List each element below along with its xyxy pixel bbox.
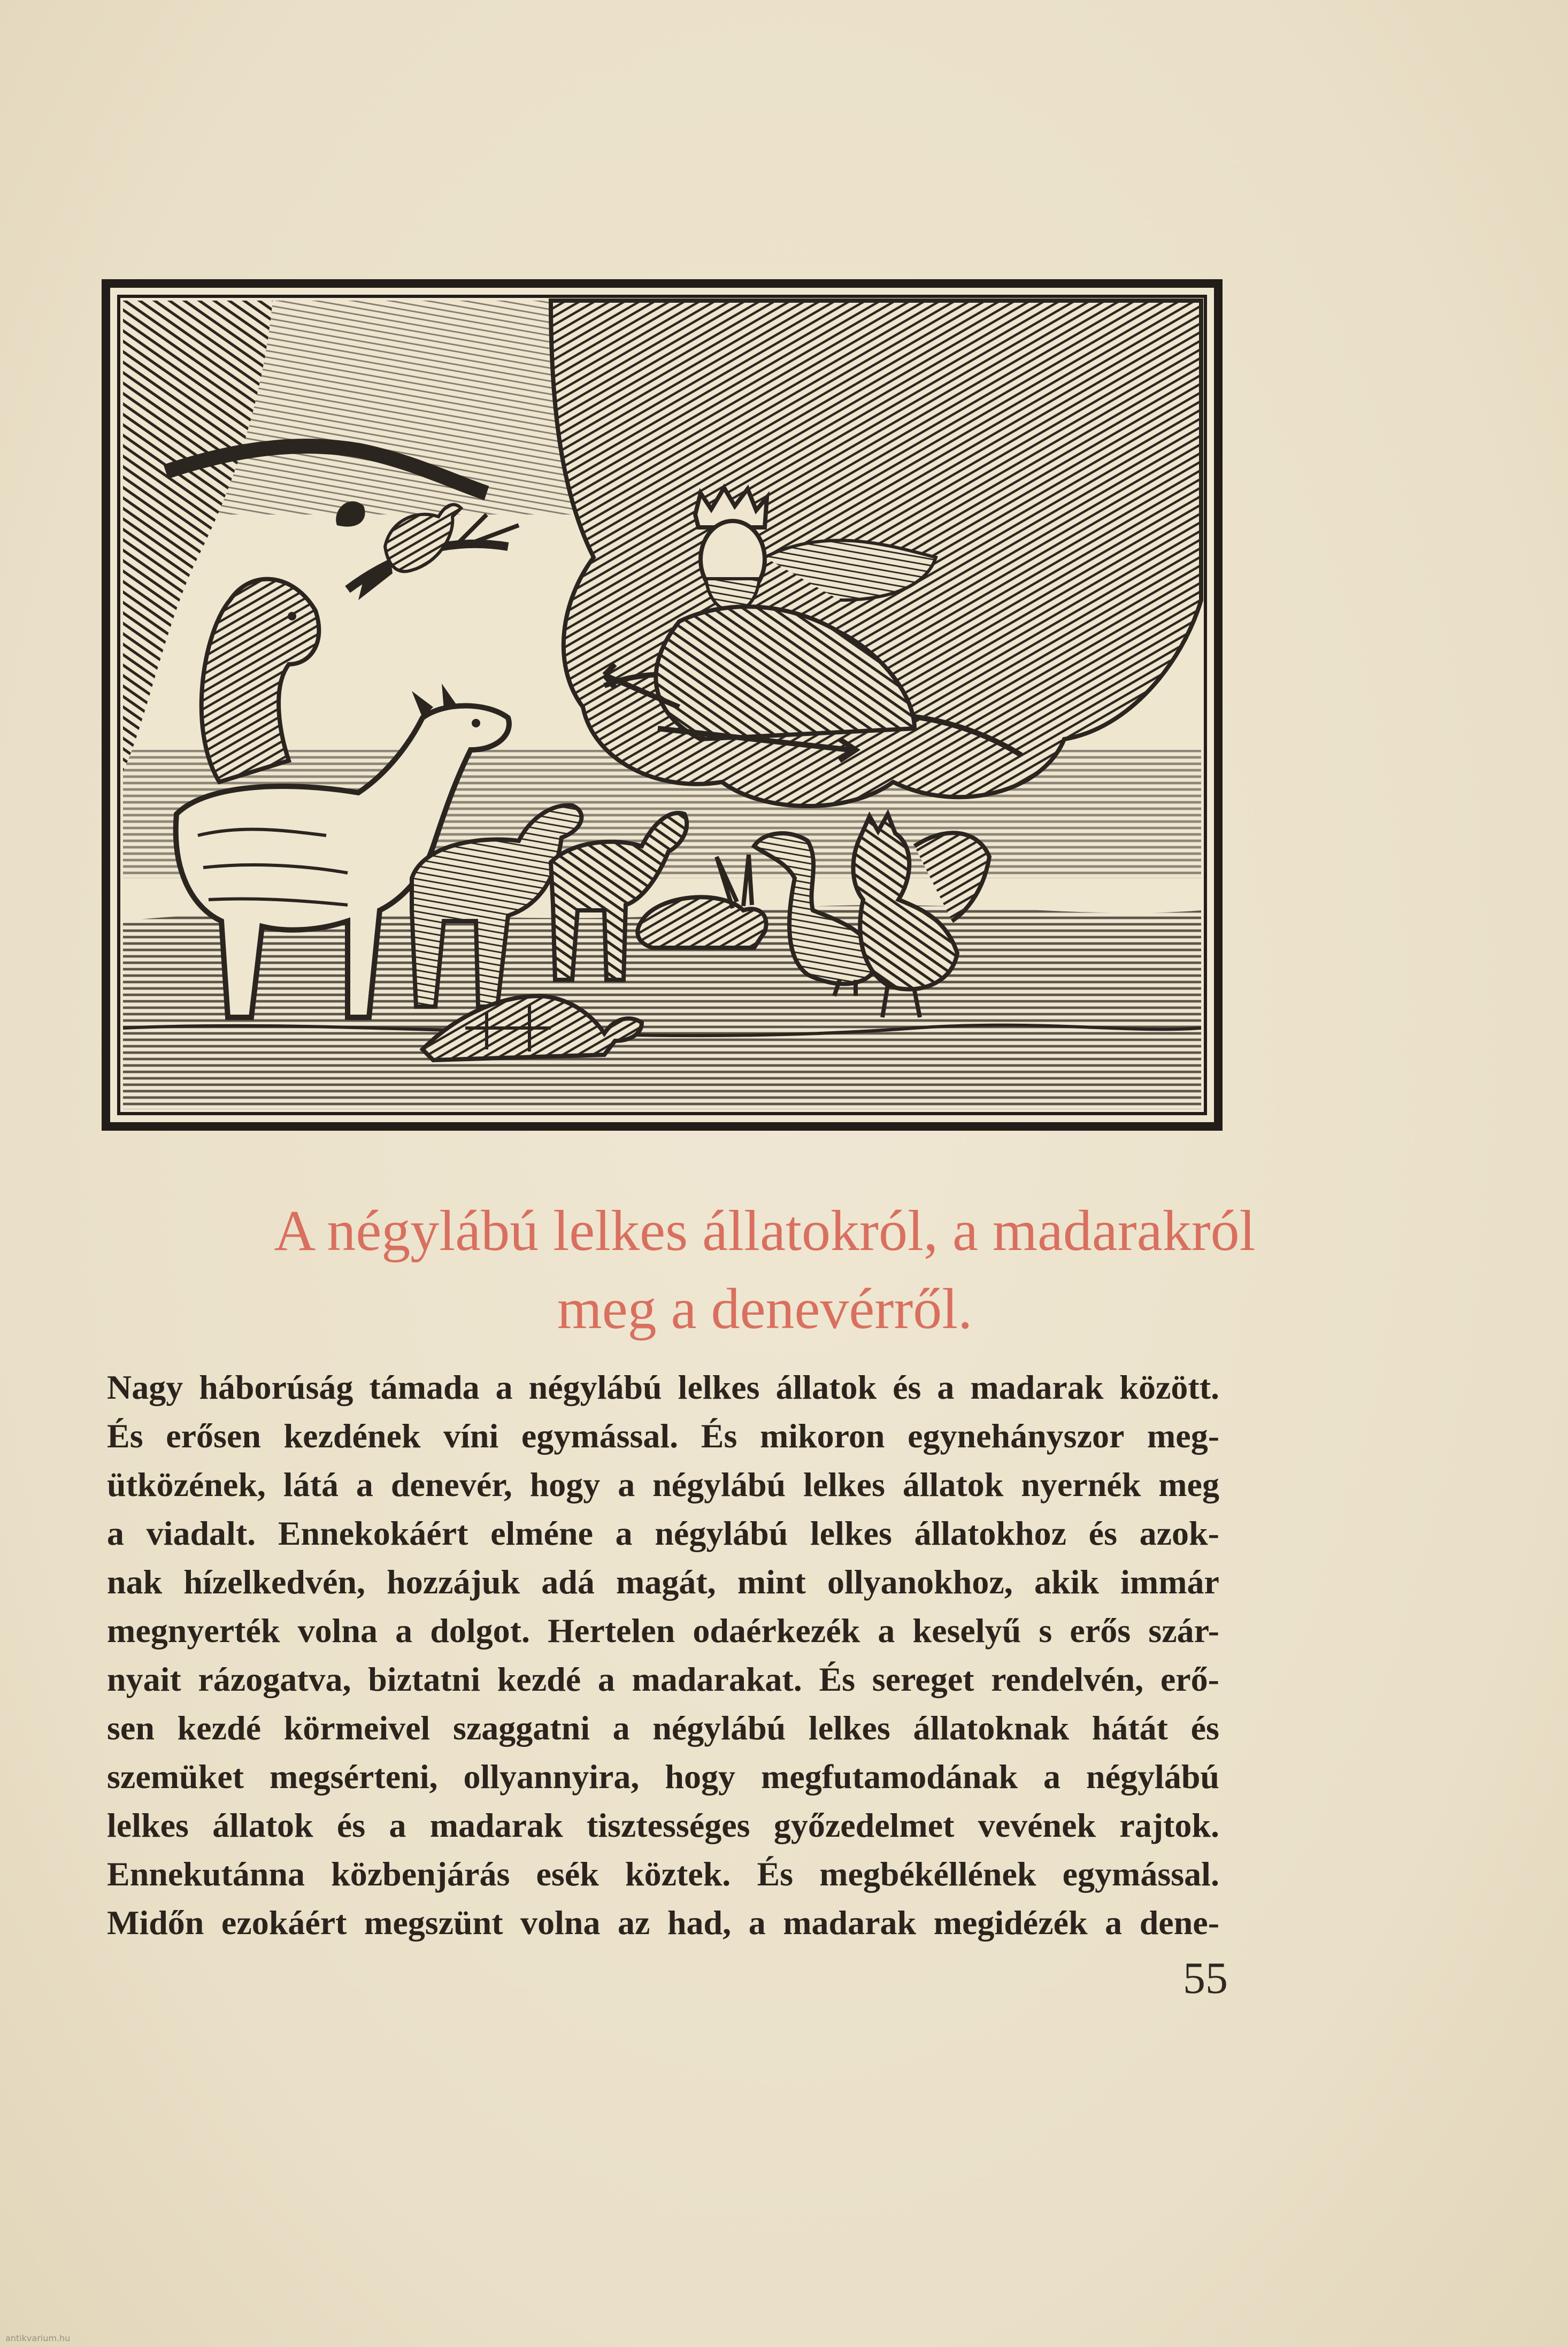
title-line-1: A négylábú lelkes állatokról, a madarakról (274, 1199, 1256, 1263)
text-line: a viadalt. Ennekokáért elméne a négylábú lelkes állatokhoz és azok- (107, 1514, 1219, 1552)
text-line: És erősen kezdének víni egymással. És mikoron egynehányszor meg- (107, 1417, 1219, 1455)
text-line: sen kezdé körmeivel szaggatni a négylábú lelkes állatoknak hátát és (107, 1709, 1219, 1747)
text-line: ütközének, látá a denevér, hogy a négylábú lelkes állatok nyernék meg (107, 1466, 1219, 1504)
text-line: nyait rázogatva, biztatni kezdé a madarakat. És sereget rendelvén, erő- (107, 1660, 1219, 1698)
text-line: Midőn ezokáért megszünt volna az had, a madarak megidézék a dene- (107, 1904, 1219, 1942)
text-line: megnyerték volna a dolgot. Hertelen odaérkezék a keselyű s erős szár- (107, 1612, 1219, 1650)
text-line: szemüket megsérteni, ollyannyira, hogy megfutamodának a négylábú (107, 1758, 1219, 1796)
text-line: Ennekutánna közbenjárás esék köztek. És megbékéllének egymással. (107, 1855, 1219, 1893)
text-line: nak hízelkedvén, hozzájuk adá magát, mint ollyanokhoz, akik immár (107, 1563, 1219, 1601)
body-text (107, 1363, 1219, 1947)
title-line-2: meg a denevérről. (557, 1277, 973, 1341)
woodcut-illustration (102, 279, 1223, 1131)
watermark: antikvarium.hu (5, 2333, 71, 2343)
text-line: lelkes állatok és a madarak tisztességes győzedelmet vevének rajtok. (107, 1806, 1219, 1844)
text-line: Nagy háborúság támada a négylábú lelkes állatok és a madarak között. (107, 1368, 1219, 1406)
page-number: 55 (1183, 1953, 1228, 2003)
